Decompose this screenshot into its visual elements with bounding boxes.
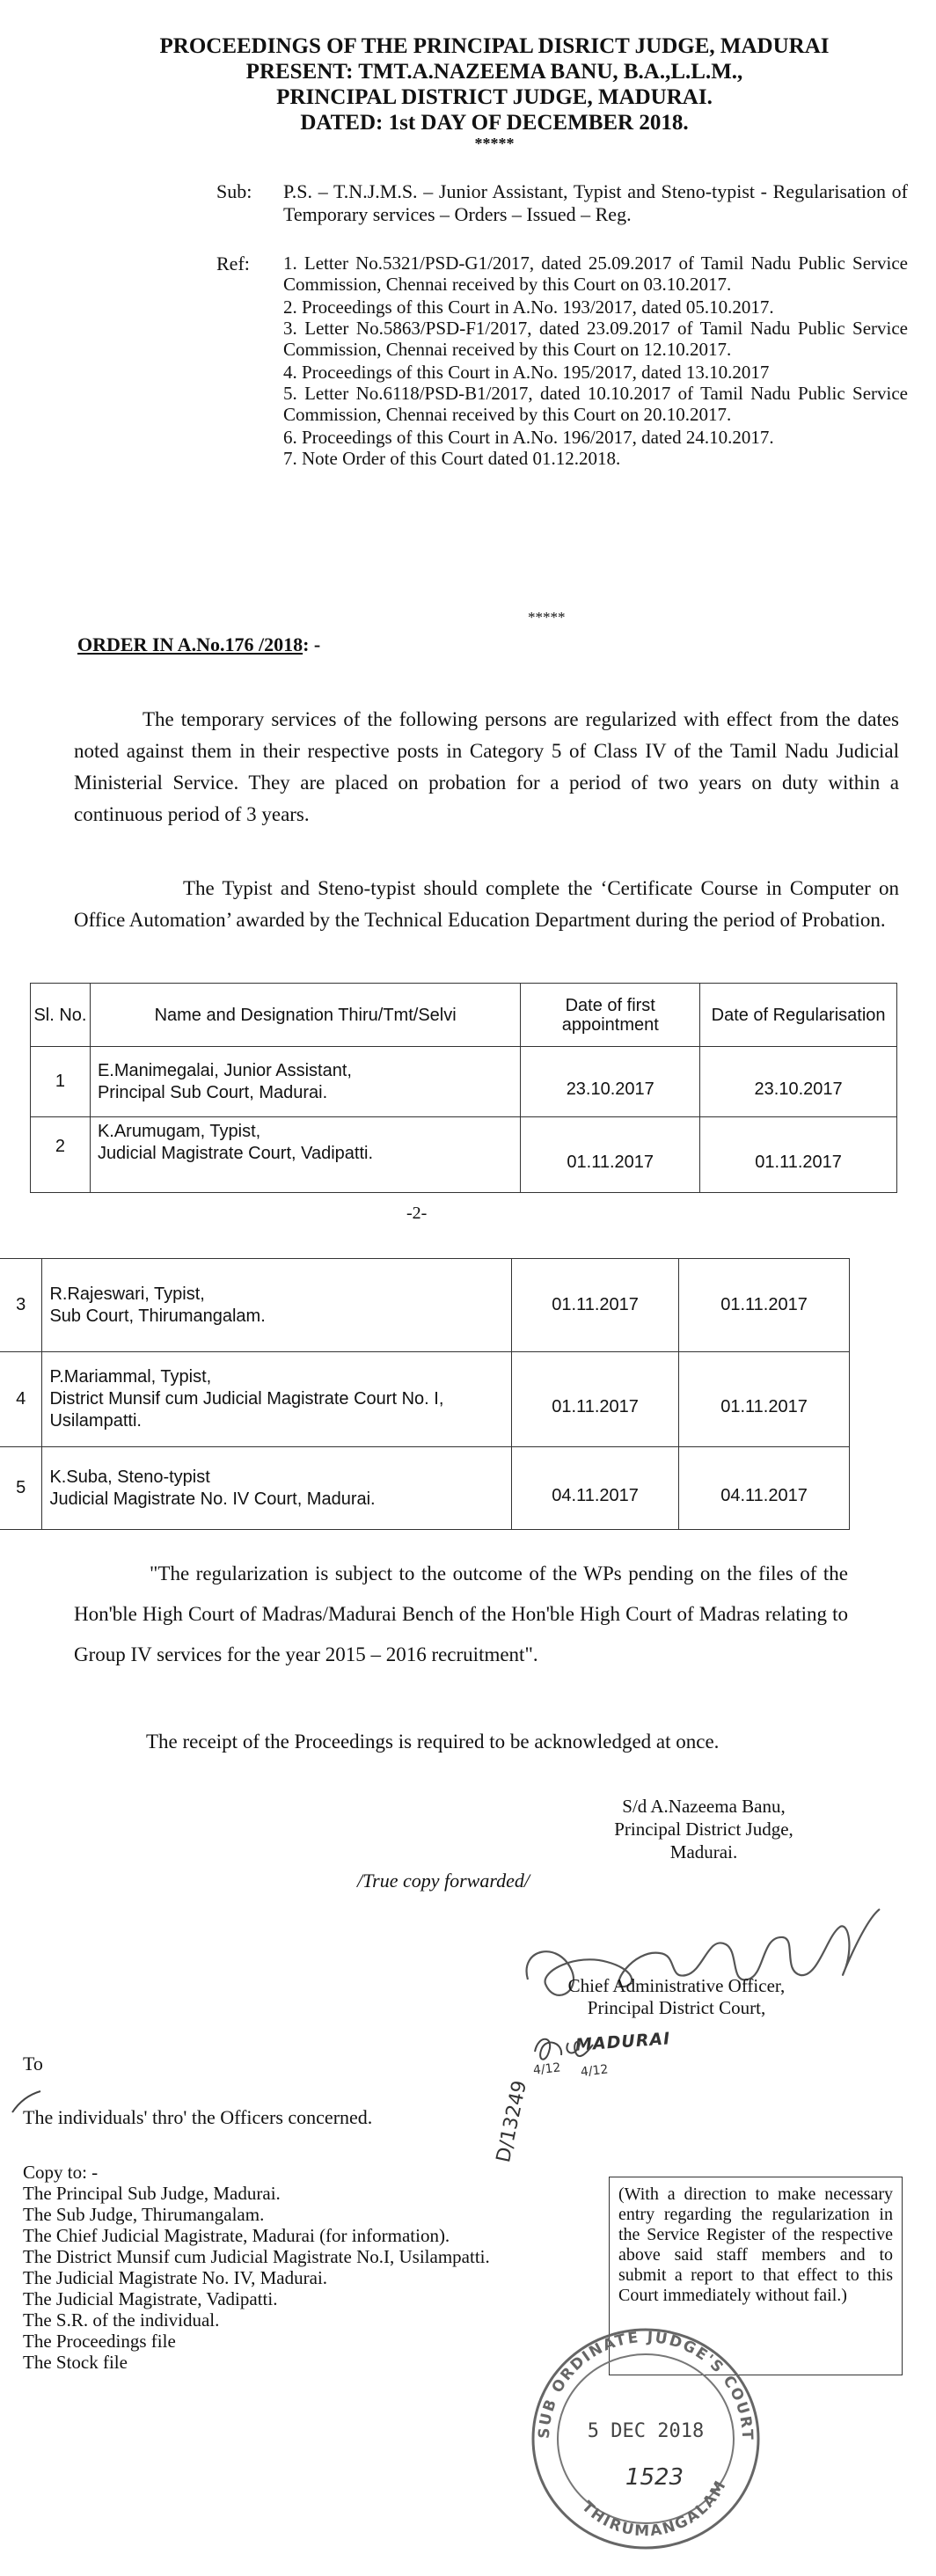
col-header-first: Date of first appointment [521,984,700,1047]
handwritten-signature [493,1900,906,2041]
ref-item: 2. Proceedings of this Court in A.No. 193/2017, dated 05.10.2017. [283,296,774,318]
officer-line1: Chief Administrative Officer, [567,1975,786,1996]
ref-item: 1. Letter No.5321/PSD-G1/2017, dated 25.09.2017 of Tamil Nadu Public Service Commission, Chennai received by this Court on 03.10.2017. [283,252,908,295]
row-first: 01.11.2017 [512,1259,679,1352]
ref-item: 3. Letter No.5863/PSD-F1/2017, dated 23.09.2017 of Tamil Nadu Public Service Commission, Chennai received by this Court on 12.10.2017. [283,318,908,360]
signature-block [576,1795,831,1863]
closing-para2: The receipt of the Proceedings is required to be acknowledged at once. [146,1731,720,1753]
staff-table-2 [0,1258,850,1530]
ref-stars: ***** [528,609,566,626]
table-row [0,1259,850,1352]
tick-mark [9,2089,44,2116]
row-reg: 01.11.2017 [679,1352,850,1447]
row-reg: 01.11.2017 [700,1117,897,1193]
table-row [0,1352,850,1447]
row-name [90,1047,520,1117]
order-title-wrap [77,633,320,656]
row-sl: 3 [0,1259,42,1352]
ref-item: 6. Proceedings of this Court in A.No. 196/2017, dated 24.10.2017. [283,427,774,448]
table-row [0,1447,850,1530]
row-name-line: K.Suba, Steno-typist [49,1467,210,1487]
officer-line2: Principal District Court, [587,1997,766,2018]
row-place: Sub Court, Thirumangalam. [49,1306,266,1326]
row-first: 01.11.2017 [512,1352,679,1447]
handwritten-date-2: 4/12 [580,2062,610,2080]
header-line3: PRINCIPAL DISTRICT JUDGE, MADURAI. [276,85,713,109]
row-reg: 01.11.2017 [679,1259,850,1352]
true-copy: /True copy forwarded/ [357,1870,530,1892]
ref-item: 5. Letter No.6118/PSD-B1/2017, dated 10.10.2017 of Tamil Nadu Public Service Commission, Chennai received by this Court on 20.10.2017. [283,383,908,425]
col-header-reg: Date of Regularisation [700,984,897,1047]
row-first: 04.11.2017 [512,1447,679,1530]
row-place: Principal Sub Court, Madurai. [97,1082,328,1102]
header-line4: DATED: 1st DAY OF DECEMBER 2018. [300,111,689,135]
officer-block [540,1975,813,2019]
row-name [42,1352,512,1447]
row-name-line: E.Manimegalai, Junior Assistant, [97,1060,352,1080]
closing-para1: "The regularization is subject to the outcome of the WPs pending on the files of the Hon'ble High Court of Madras/Madurai Bench of the Hon'ble High Court of Madras relating to Group IV services for the year 2015 – 2016 recruitment". [74,1562,848,1665]
court-seal-stamp [514,2298,778,2562]
ref-item: 7. Note Order of this Court dated 01.12.2018. [283,448,621,469]
stamp-ring-top: SUB ORDINATE JUDGE'S COURT [535,2328,757,2442]
order-para2: The Typist and Steno-typist should complete the ‘Certificate Course in Computer on Office Automation’ awarded by the Technical Education Department during the period of Probation. [74,877,899,931]
officer-line3: MADURAI [574,2029,671,2055]
row-place: Judicial Magistrate Court, Vadipatti. [97,1144,374,1163]
row-name-line: R.Rajeswari, Typist, [49,1284,205,1304]
row-name [42,1447,512,1530]
row-place: Judicial Magistrate No. IV Court, Madurai. [49,1489,376,1509]
row-name-line: K.Arumugam, Typist, [97,1122,261,1141]
copy-to-item: The Proceedings file [23,2331,176,2352]
copy-to-block [23,2162,586,2373]
doc-header [0,33,936,151]
copy-to-item: The Judicial Magistrate No. IV, Madurai. [23,2267,328,2288]
order-title: ORDER IN A.No.176 /2018 [77,633,303,655]
stamp-date: 5 DEC 2018 [587,2420,705,2442]
copy-to-item: The Chief Judicial Magistrate, Madurai (for information). [23,2225,450,2246]
page-number: -2- [406,1204,428,1223]
direction-note-box: (With a direction to make necessary entry regarding the regularization in the Service Register of the respective above said staff members and to submit a report to that effect to this Court immediately without fail.) [609,2177,903,2375]
col-header-name: Name and Designation Thiru/Tmt/Selvi [90,984,520,1047]
row-first: 23.10.2017 [521,1047,700,1117]
to-label: To [23,2053,43,2075]
subject-label: Sub: [216,180,252,202]
row-name-line: P.Mariammal, Typist, [49,1367,212,1387]
row-sl: 4 [0,1352,42,1447]
stamp-ring-bottom: THIRUMANGALAM [578,2477,731,2541]
staff-table-1 [30,983,897,1193]
row-name [42,1259,512,1352]
signature-line3: Madurai. [669,1841,738,1862]
row-sl: 2 [31,1117,91,1193]
row-first: 01.11.2017 [521,1117,700,1193]
ref-list [283,252,908,469]
ref-label: Ref: [216,252,250,274]
row-reg: 23.10.2017 [700,1047,897,1117]
table-row [31,1117,897,1193]
row-sl: 5 [0,1447,42,1530]
signature-line1: S/d A.Nazeema Banu, [622,1796,786,1817]
handwritten-date-1: 4/12 [532,2060,562,2078]
order-para1: The temporary services of the following persons are regularized with effect from the dates noted against them in their respective posts in Category 5 of Class IV of the Tamil Nadu Judicial Ministerial Service. They are placed on probation for a period of two years on duty within a continuous period of 3 years. [74,708,899,825]
header-line1: PROCEEDINGS OF THE PRINCIPAL DISRICT JUDGE, MADURAI [159,34,830,58]
copy-to-item: The District Munsif cum Judicial Magistrate No.I, Usilampatti. [23,2246,490,2267]
signature-line2: Principal District Judge, [614,1819,793,1840]
row-place: District Munsif cum Judicial Magistrate Court No. I, Usilampatti. [49,1389,444,1431]
copy-to-item: The S.R. of the individual. [23,2309,220,2331]
stamp-number: 1523 [625,2464,684,2491]
to-recipient: The individuals' thro' the Officers concerned. [23,2106,373,2128]
order-title-suffix: : - [303,633,321,655]
header-line2: PRESENT: TMT.A.NAZEEMA BANU, B.A.,L.L.M., [245,60,743,84]
copy-to-item: The Sub Judge, Thirumangalam. [23,2204,265,2225]
ref-item: 4. Proceedings of this Court in A.No. 195/2017, dated 13.10.2017 [283,362,770,383]
row-reg: 04.11.2017 [679,1447,850,1530]
copy-to-item: The Principal Sub Judge, Madurai. [23,2183,281,2204]
row-sl: 1 [31,1047,91,1117]
col-header-sl: Sl. No. [31,984,91,1047]
table-row [31,1047,897,1117]
copy-to-label: Copy to: - [23,2162,99,2183]
row-name [90,1117,520,1193]
copy-to-item: The Judicial Magistrate, Vadipatti. [23,2288,278,2309]
header-stars: ***** [474,135,515,152]
copy-to-item: The Stock file [23,2352,128,2373]
handwritten-inward-number: D/13249 [493,2078,532,2165]
subject-text: P.S. – T.N.J.M.S. – Junior Assistant, Typist and Steno-typist - Regularisation of Temporary services – Orders – Issued – Reg. [283,180,908,225]
